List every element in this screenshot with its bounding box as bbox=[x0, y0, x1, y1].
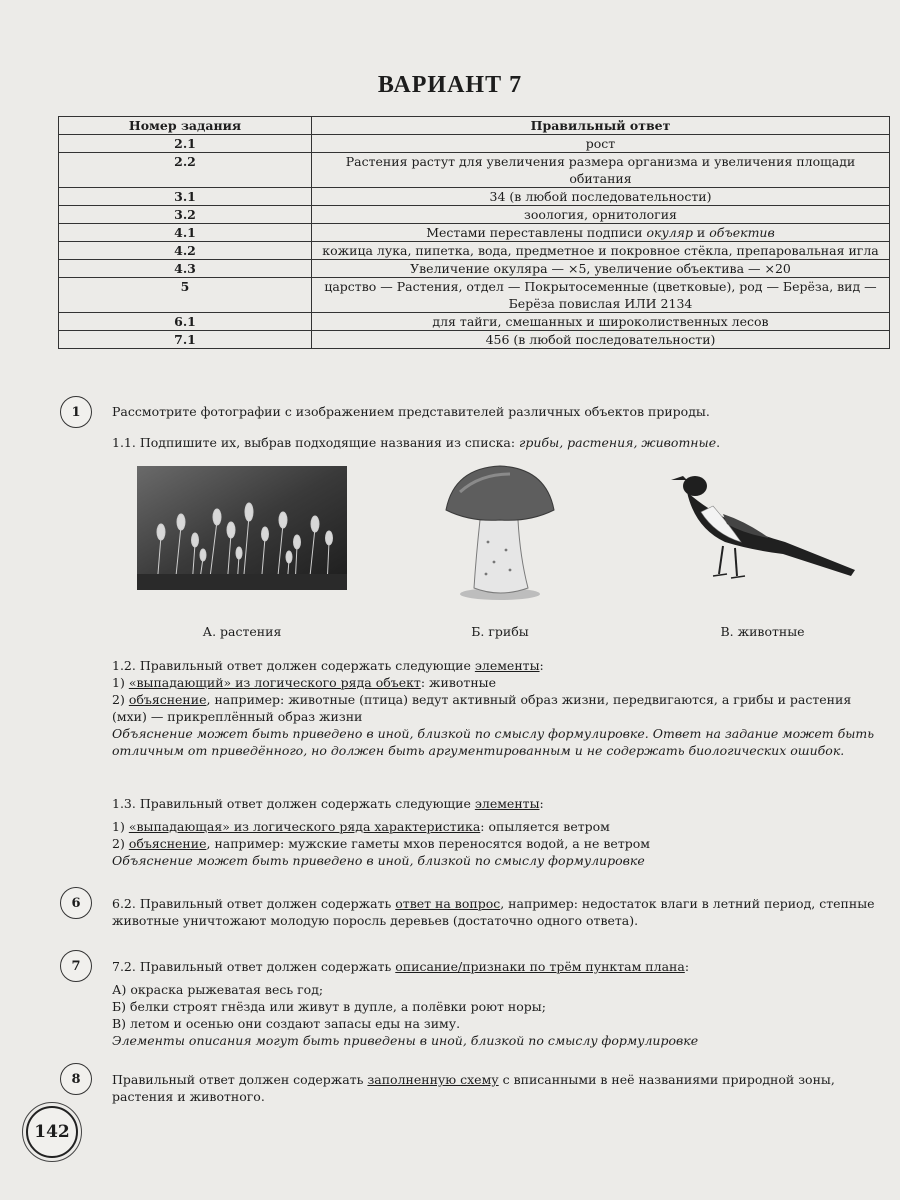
question-1-3-block bbox=[112, 795, 888, 869]
task-answer: рост bbox=[312, 135, 890, 153]
task-answer: Увеличение окуляра — ×5, увеличение объектива — ×20 bbox=[312, 260, 890, 278]
question-1-1-task bbox=[112, 434, 882, 451]
q7-item-b: Б) белки строят гнёзда или живут в дупле, а полёвки роют норы; bbox=[112, 999, 546, 1014]
q12-item-1-num: 1) bbox=[112, 675, 129, 690]
table-row bbox=[59, 260, 890, 278]
q13-item-2-rest: , например: мужские гаметы мхов переносятся водой, а не ветром bbox=[206, 836, 650, 851]
caption-b: Б. грибы bbox=[471, 624, 529, 639]
q13-heading bbox=[112, 795, 888, 812]
q13-item-1-rest: : опыляется ветром bbox=[480, 819, 610, 834]
answer-text: и bbox=[692, 225, 710, 240]
task-number: 3.1 bbox=[59, 188, 312, 206]
q12-item-2-rest: , например: животные (птица) ведут активный образ жизни, передвигаются, а грибы и растения (мхи) — прикреплённый образ жизни bbox=[112, 692, 852, 724]
q6-text: 6.2. Правильный ответ должен содержать bbox=[112, 896, 396, 911]
task-number: 4.1 bbox=[59, 224, 312, 242]
q12-heading-text: 1.2. Правильный ответ должен содержать следующие bbox=[112, 658, 475, 673]
q12-item-2 bbox=[112, 691, 888, 725]
task-answer: царство — Растения, отдел — Покрытосеменные (цветковые), род — Берёза, вид — Берёза повислая ИЛИ 2134 bbox=[312, 278, 890, 313]
task-answer: 34 (в любой последовательности) bbox=[312, 188, 890, 206]
task-number: 4.2 bbox=[59, 242, 312, 260]
table-row bbox=[59, 331, 890, 349]
q12-heading bbox=[112, 657, 888, 674]
q12-note: Объяснение может быть приведено в иной, близкой по смыслу формулировке. Ответ на задание может быть отличным от приведённого, но должен быть аргументированным и не содержать биологических ошибок. bbox=[112, 726, 875, 758]
caption-a: А. растения bbox=[202, 624, 282, 639]
question-8-marker: 8 bbox=[60, 1063, 92, 1095]
q7-item-a: А) окраска рыжеватая весь год; bbox=[112, 982, 324, 997]
q12-item-1-rest: : животные bbox=[420, 675, 496, 690]
q12-item-1-key: «выпадающий» из логического ряда объект bbox=[128, 675, 421, 690]
q12-heading-elements: элементы bbox=[474, 658, 540, 673]
table-row bbox=[59, 313, 890, 331]
q13-note: Объяснение может быть приведено в иной, близкой по смыслу формулировке bbox=[112, 853, 645, 868]
task-number: 3.2 bbox=[59, 206, 312, 224]
table-row bbox=[59, 242, 890, 260]
answer-text: Местами переставлены подписи bbox=[426, 225, 647, 240]
q12-item-2-key: объяснение bbox=[128, 692, 207, 707]
answer-term-eyepiece: окуляр bbox=[646, 225, 693, 240]
q12-item-2-num: 2) bbox=[112, 692, 129, 707]
question-6-marker: 6 bbox=[60, 887, 92, 919]
q12-item-1 bbox=[112, 674, 888, 691]
q7-heading-key: описание/признаки по трём пунктам плана bbox=[395, 959, 685, 974]
table-header-row bbox=[59, 117, 890, 135]
task-answer: Растения растут для увеличения размера организма и увеличения площади обитания bbox=[312, 153, 890, 188]
q13-heading-colon: : bbox=[539, 796, 544, 811]
question-6-2-answer bbox=[112, 895, 888, 929]
q7-heading bbox=[112, 958, 888, 975]
table-row bbox=[59, 153, 890, 188]
caption-c: В. животные bbox=[720, 624, 805, 639]
table-row bbox=[59, 278, 890, 313]
q13-heading-elements: элементы bbox=[474, 796, 540, 811]
table-row bbox=[59, 188, 890, 206]
q8-rest: с вписанными в неё названиями природной зоны, растения и животного. bbox=[112, 1072, 835, 1104]
q7-note: Элементы описания могут быть приведены в иной, близкой по смыслу формулировке bbox=[112, 1033, 699, 1048]
task-number: 4.3 bbox=[59, 260, 312, 278]
magpie-photo bbox=[665, 468, 860, 586]
q8-key: заполненную схему bbox=[367, 1072, 499, 1087]
task-answer bbox=[312, 224, 890, 242]
task-answer: кожица лука, пипетка, вода, предметное и покровное стёкла, препаровальная игла bbox=[312, 242, 890, 260]
q13-item-1 bbox=[112, 818, 888, 835]
q13-item-1-key: «выпадающая» из логического ряда характеристика bbox=[128, 819, 481, 834]
question-1-2-block bbox=[112, 657, 888, 759]
task-number: 6.1 bbox=[59, 313, 312, 331]
q8-text: Правильный ответ должен содержать bbox=[112, 1072, 368, 1087]
question-1-intro: Рассмотрите фотографии с изображением представителей различных объектов природы. bbox=[112, 404, 710, 419]
task-number: 7.1 bbox=[59, 331, 312, 349]
q7-heading-colon: : bbox=[684, 959, 690, 974]
task-answer: 456 (в любой последовательности) bbox=[312, 331, 890, 349]
question-7-2-block bbox=[112, 958, 888, 1049]
q6-key: ответ на вопрос bbox=[395, 896, 501, 911]
answers-table bbox=[58, 116, 890, 349]
header-correct-answer: Правильный ответ bbox=[312, 117, 890, 135]
q7-item-c: В) летом и осенью они создают запасы еды на зиму. bbox=[112, 1016, 461, 1031]
q13-item-2-key: объяснение bbox=[128, 836, 207, 851]
table-row bbox=[59, 224, 890, 242]
q13-heading-text: 1.3. Правильный ответ должен содержать следующие bbox=[112, 796, 475, 811]
q13-item-1-num: 1) bbox=[112, 819, 129, 834]
task-list: грибы, растения, животные bbox=[519, 435, 717, 450]
q12-heading-colon: : bbox=[539, 658, 544, 673]
header-task-number: Номер задания bbox=[59, 117, 312, 135]
answer-term-objective: объектив bbox=[709, 225, 775, 240]
task-answer: для тайги, смешанных и широколиственных лесов bbox=[312, 313, 890, 331]
q7-heading-text: 7.2. Правильный ответ должен содержать bbox=[112, 959, 396, 974]
moss-photo bbox=[137, 466, 347, 590]
mushroom-photo bbox=[440, 462, 560, 602]
table-row bbox=[59, 135, 890, 153]
question-8-answer bbox=[112, 1071, 888, 1105]
page-title: ВАРИАНТ 7 bbox=[377, 72, 523, 98]
task-answer: зоология, орнитология bbox=[312, 206, 890, 224]
q6-rest: , например: недостаток влаги в летний период, степные животные уничтожают молодую поросль деревьев (достаточно одного ответа). bbox=[112, 896, 875, 928]
task-number: 5 bbox=[59, 278, 312, 313]
question-1-marker: 1 bbox=[60, 396, 92, 428]
task-number: 2.2 bbox=[59, 153, 312, 188]
question-7-marker: 7 bbox=[60, 950, 92, 982]
page-number: 142 bbox=[26, 1106, 78, 1158]
q13-item-2-num: 2) bbox=[112, 836, 129, 851]
task-text: 1.1. Подпишите их, выбрав подходящие названия из списка: bbox=[112, 435, 520, 450]
table-row bbox=[59, 206, 890, 224]
task-number: 2.1 bbox=[59, 135, 312, 153]
task-text: . bbox=[716, 435, 721, 450]
q13-item-2 bbox=[112, 835, 888, 852]
